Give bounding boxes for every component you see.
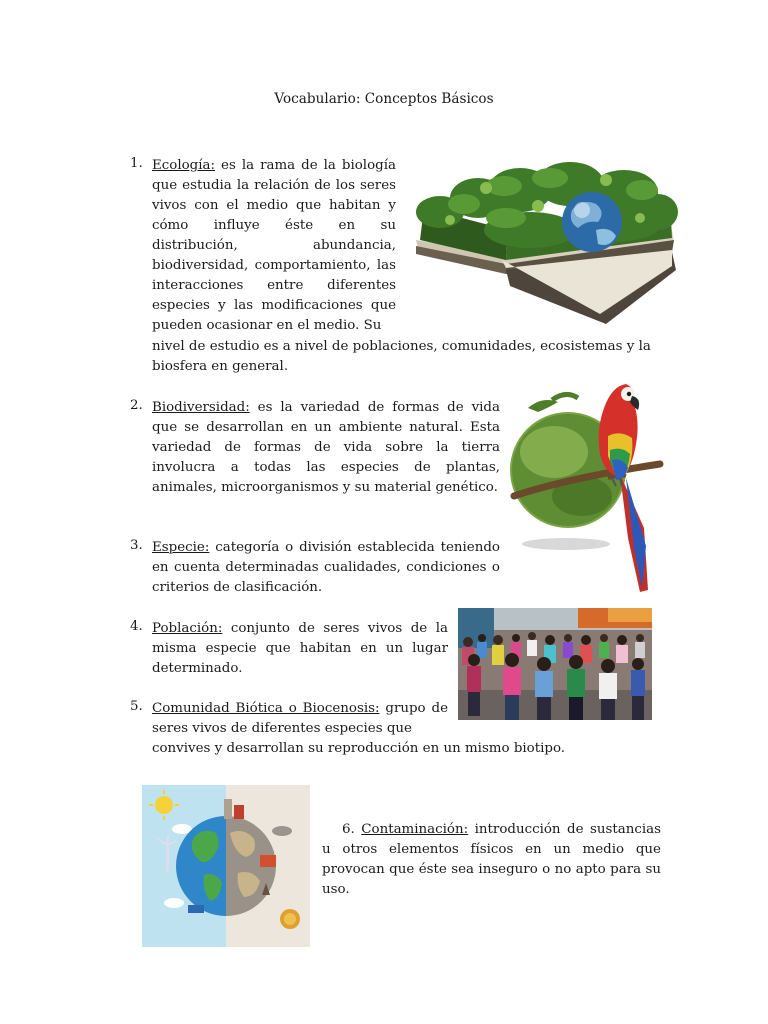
item-1-number: 1.: [130, 156, 143, 171]
item-6-definition: introducción de sustancias u otros elementos físicos en un medio que provocan que éste sea inseguro o no apto para su uso.: [322, 822, 661, 897]
item-5-number: 5.: [130, 699, 143, 714]
item-1-definition: es la rama de la biología que estudia la relación de los seres vivos con el medio que habitan y cómo influye éste en su distribución, abundancia, biodiversidad, comportamiento, las interacciones entre diferentes especies y las modificaciones que pueden ocasionar en el medio. Su: [152, 158, 396, 333]
item-4-text: [152, 619, 448, 679]
item-6-term: Contaminación:: [361, 822, 469, 837]
item-3-definition: categoría o división establecida teniendo en cuenta determinadas cualidades, condiciones o criterios de clasificación.: [152, 540, 500, 595]
item-3-text: [152, 538, 500, 598]
item-5-text: [152, 699, 448, 739]
item-6-number: 6.: [342, 822, 355, 837]
item-1-continuation: nivel de estudio es a nivel de poblaciones, comunidades, ecosistemas y la biosfera en general.: [152, 339, 651, 374]
item-5-continuation: convives y desarrollan su reproducción en un mismo biotipo.: [152, 741, 566, 756]
item-3-number: 3.: [130, 538, 143, 553]
book-forest-globe-image: [410, 160, 680, 328]
item-2-text: [152, 398, 500, 498]
document-title: Vocabulario: Conceptos Básicos: [274, 91, 494, 107]
crowd-population-image: [458, 608, 652, 720]
item-6-text: [322, 820, 661, 900]
earth-contamination-image: [142, 785, 310, 947]
item-4-number: 4.: [130, 619, 143, 634]
item-4-term: Población:: [152, 621, 223, 636]
item-2-definition: es la variedad de formas de vida que se desarrollan en un ambiente natural. Esta variedad de formas de vida sobre la tierra involucra a todas las especies de plantas, animales, microorganismos y su material genético.: [152, 400, 500, 495]
item-5-definition: grupo de seres vivos de diferentes especies que: [152, 701, 448, 736]
item-4-definition: conjunto de seres vivos de la misma especie que habitan en un lugar determinado.: [152, 621, 448, 676]
item-3-term: Especie:: [152, 540, 210, 555]
item-1-text: [152, 156, 396, 336]
item-2-term: Biodiversidad:: [152, 400, 250, 415]
parrot-biodiversity-image: [508, 378, 668, 598]
item-5-term: Comunidad Biótica o Biocenosis:: [152, 701, 380, 716]
item-1-term: Ecología:: [152, 158, 216, 173]
item-2-number: 2.: [130, 398, 143, 413]
